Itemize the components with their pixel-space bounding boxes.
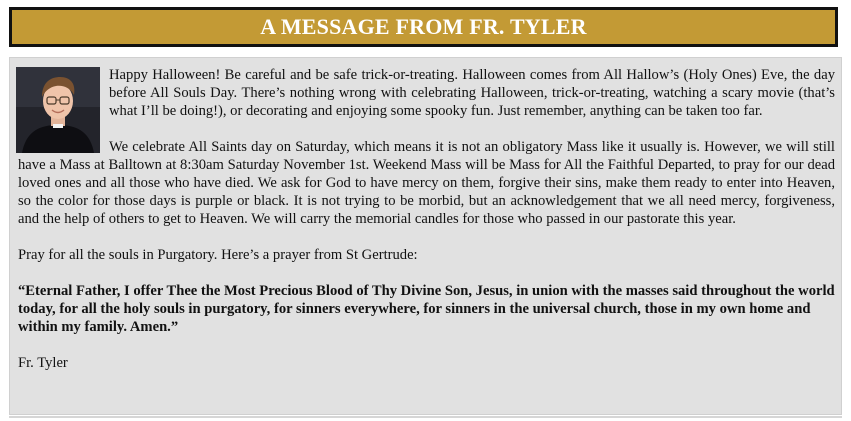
message-panel bbox=[9, 57, 842, 415]
bottom-divider bbox=[9, 416, 842, 418]
prayer-quote: “Eternal Father, I offer Thee the Most Precious Blood of Thy Divine Son, Jesus, in union with the masses said throughout the world today, for all the holy souls in purgatory, for sinners everywhere, for sinners in the universal church, those in my own home and within my family. Amen.” bbox=[18, 283, 835, 335]
message-paragraph-3: Pray for all the souls in Purgatory. Here’s a prayer from St Gertrude: bbox=[18, 247, 418, 263]
section-title: A MESSAGE FROM FR. TYLER bbox=[260, 14, 587, 39]
message-paragraph-2: We celebrate All Saints day on Saturday, which means it is not an obligatory Mass like it usually is. However, we will still have a Mass at Balltown at 8:30am Saturday November 1st. Weekend Mass will be Mass for All the Faithful Departed, to pray for our dead loved ones and all those who have died. We ask for God to have mercy on them, forgive their sins, make them ready to enter into Heaven, so the color for those days is purple or black. It is not trying to be morbid, but an acknowledgement that we all need mercy, forgiveness, and the help of others to get to Heaven. We will carry the memorial candles for those who passed in our pastorate this year. bbox=[18, 139, 835, 227]
message-paragraph-1: Happy Halloween! Be careful and be safe trick-or-treating. Halloween comes from All Hallow’s (Holy Ones) Eve, the day before All Souls Day. There’s nothing wrong with celebrating Halloween, trick-or-treating, watching a scary movie (that’s what I’ll be doing!), or decorating and enjoying some spooky fun. Just remember, anything can be taken too far. bbox=[109, 67, 835, 119]
message-body bbox=[18, 66, 835, 390]
section-header bbox=[9, 7, 838, 47]
signature: Fr. Tyler bbox=[18, 355, 68, 371]
